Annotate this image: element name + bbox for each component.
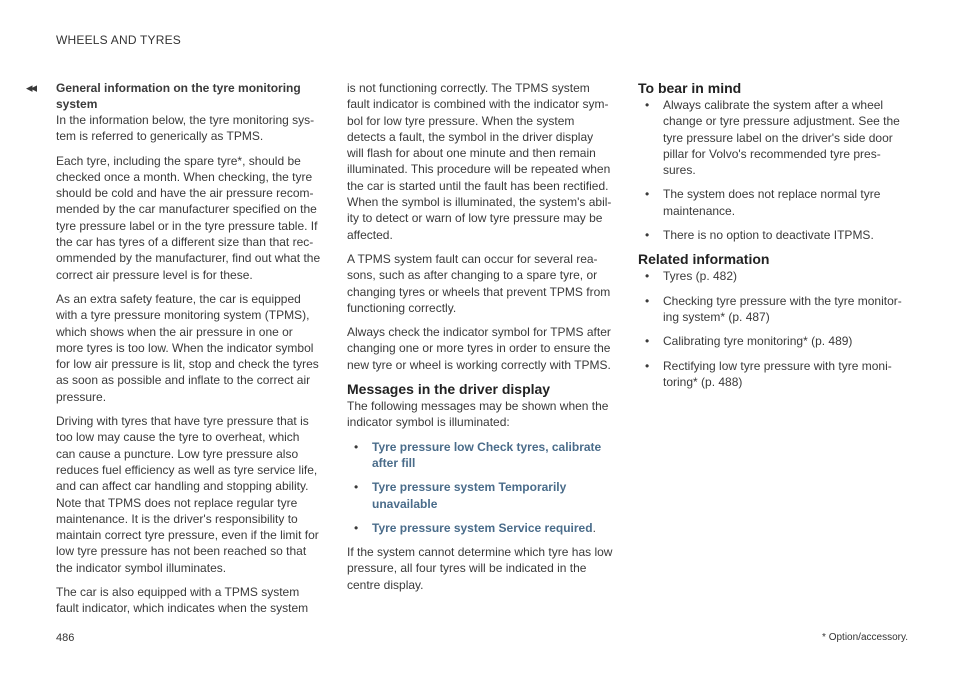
message-item <box>347 520 613 536</box>
related-link[interactable]: • Tyres (p. 482) <box>638 268 910 284</box>
bear-in-mind-heading: To bear in mind <box>638 80 742 96</box>
message-text: Tyre pressure system Service required <box>372 520 593 535</box>
bear-in-mind-item: • There is no option to deactivate ITPMS. <box>638 227 910 243</box>
bear-in-mind-list <box>638 97 910 243</box>
message-item <box>347 439 613 472</box>
paragraph: is not functioning correctly. The TPMS system fault indicator is combined with the indicator sym-bol for low tyre pressure. When the system detects a fault, the symbol in the driver display will flash for about one minute and then remain illuminated. This procedure will be repeated when the car is started until the fault has been rectified. When the symbol is illuminated, the system's abil-ity to detect or warn of low tyre pressure may be affected. <box>347 81 612 242</box>
paragraph: A TPMS system fault can occur for several rea-sons, such as after changing to a spare tyre, or changing tyres or wheels that prevent TPMS from functioning correctly. <box>347 251 611 315</box>
related-link[interactable]: • Calibrating tyre monitoring* (p. 489) <box>638 333 910 349</box>
message-suffix: . <box>592 520 596 535</box>
column-1 <box>56 80 322 625</box>
messages-intro: The following messages may be shown when the indicator symbol is illuminated: <box>347 399 609 430</box>
bear-in-mind-item: • Always calibrate the system after a wheel change or tyre pressure adjustment. See the tyre pressure label on the driver's side door pillar for Volvo's recommended tyre pres-sures. <box>638 97 910 178</box>
page-number: 486 <box>56 632 75 644</box>
continued-marker: ◂◂ <box>26 80 36 95</box>
paragraph: Driving with tyres that have tyre pressure that is too low may cause the tyre to overheat, which can cause a puncture. Low tyre pressure also reduces fuel efficiency as well as tyre service life, and can affect car handling and stopping ability. Note that TPMS does not replace regular tyre maintenance. It is the driver's responsibility to maintain correct tyre pressure, even if the limit for low tyre pressure has not been reached so that the indicator symbol illuminates. <box>56 414 319 575</box>
closing-paragraph: If the system cannot determine which tyre has low pressure, all four tyres will be indicated in the centre display. <box>347 545 613 592</box>
related-link[interactable]: • Checking tyre pressure with the tyre monitor-ing system* (p. 487) <box>638 293 910 326</box>
message-item <box>347 479 613 512</box>
general-info-heading: General information on the tyre monitoring system <box>56 81 301 111</box>
paragraph: In the information below, the tyre monitoring sys-tem is referred to generically as TPMS. <box>56 113 315 144</box>
section-header: WHEELS AND TYRES <box>56 33 182 47</box>
column-3 <box>638 80 910 398</box>
option-footnote: * Option/accessory. <box>822 632 908 643</box>
messages-heading: Messages in the driver display <box>347 381 551 398</box>
paragraph: Always check the indicator symbol for TPMS after changing one or more tyres in order to ensure the new tyre or wheel is working correctly with TPMS. <box>347 325 611 372</box>
paragraph: The car is also equipped with a TPMS system fault indicator, which indicates when the system <box>56 585 309 616</box>
message-text: Tyre pressure low Check tyres, calibrate after fill <box>372 439 602 470</box>
bear-in-mind-item: • The system does not replace normal tyre maintenance. <box>638 186 910 219</box>
column-2 <box>347 80 613 601</box>
related-info-heading: Related information <box>638 251 770 268</box>
message-text: Tyre pressure system Temporarily unavailable <box>372 480 567 511</box>
related-link[interactable]: • Rectifying low tyre pressure with tyre moni-toring* (p. 488) <box>638 358 910 391</box>
paragraph: Each tyre, including the spare tyre*, should be checked once a month. When checking, the tyre should be cold and have the air pressure recom-mended by the car manufacturer specified on the tyre pressure label or in the tyre pressure table. If the car has tyres of a different size than that rec-ommended by the manufacturer, find out what the correct air pressure level is for these. <box>56 153 321 282</box>
related-info-list <box>638 268 910 390</box>
paragraph: As an extra safety feature, the car is equipped with a tyre pressure monitoring system (TPMS), which shows when the air pressure in one or more tyres is too low. When the indicator symbol for low air pressure is lit, stop and check the tyres as soon as possible and inflate to the correct air pressure. <box>56 291 319 404</box>
messages-list <box>347 439 613 536</box>
